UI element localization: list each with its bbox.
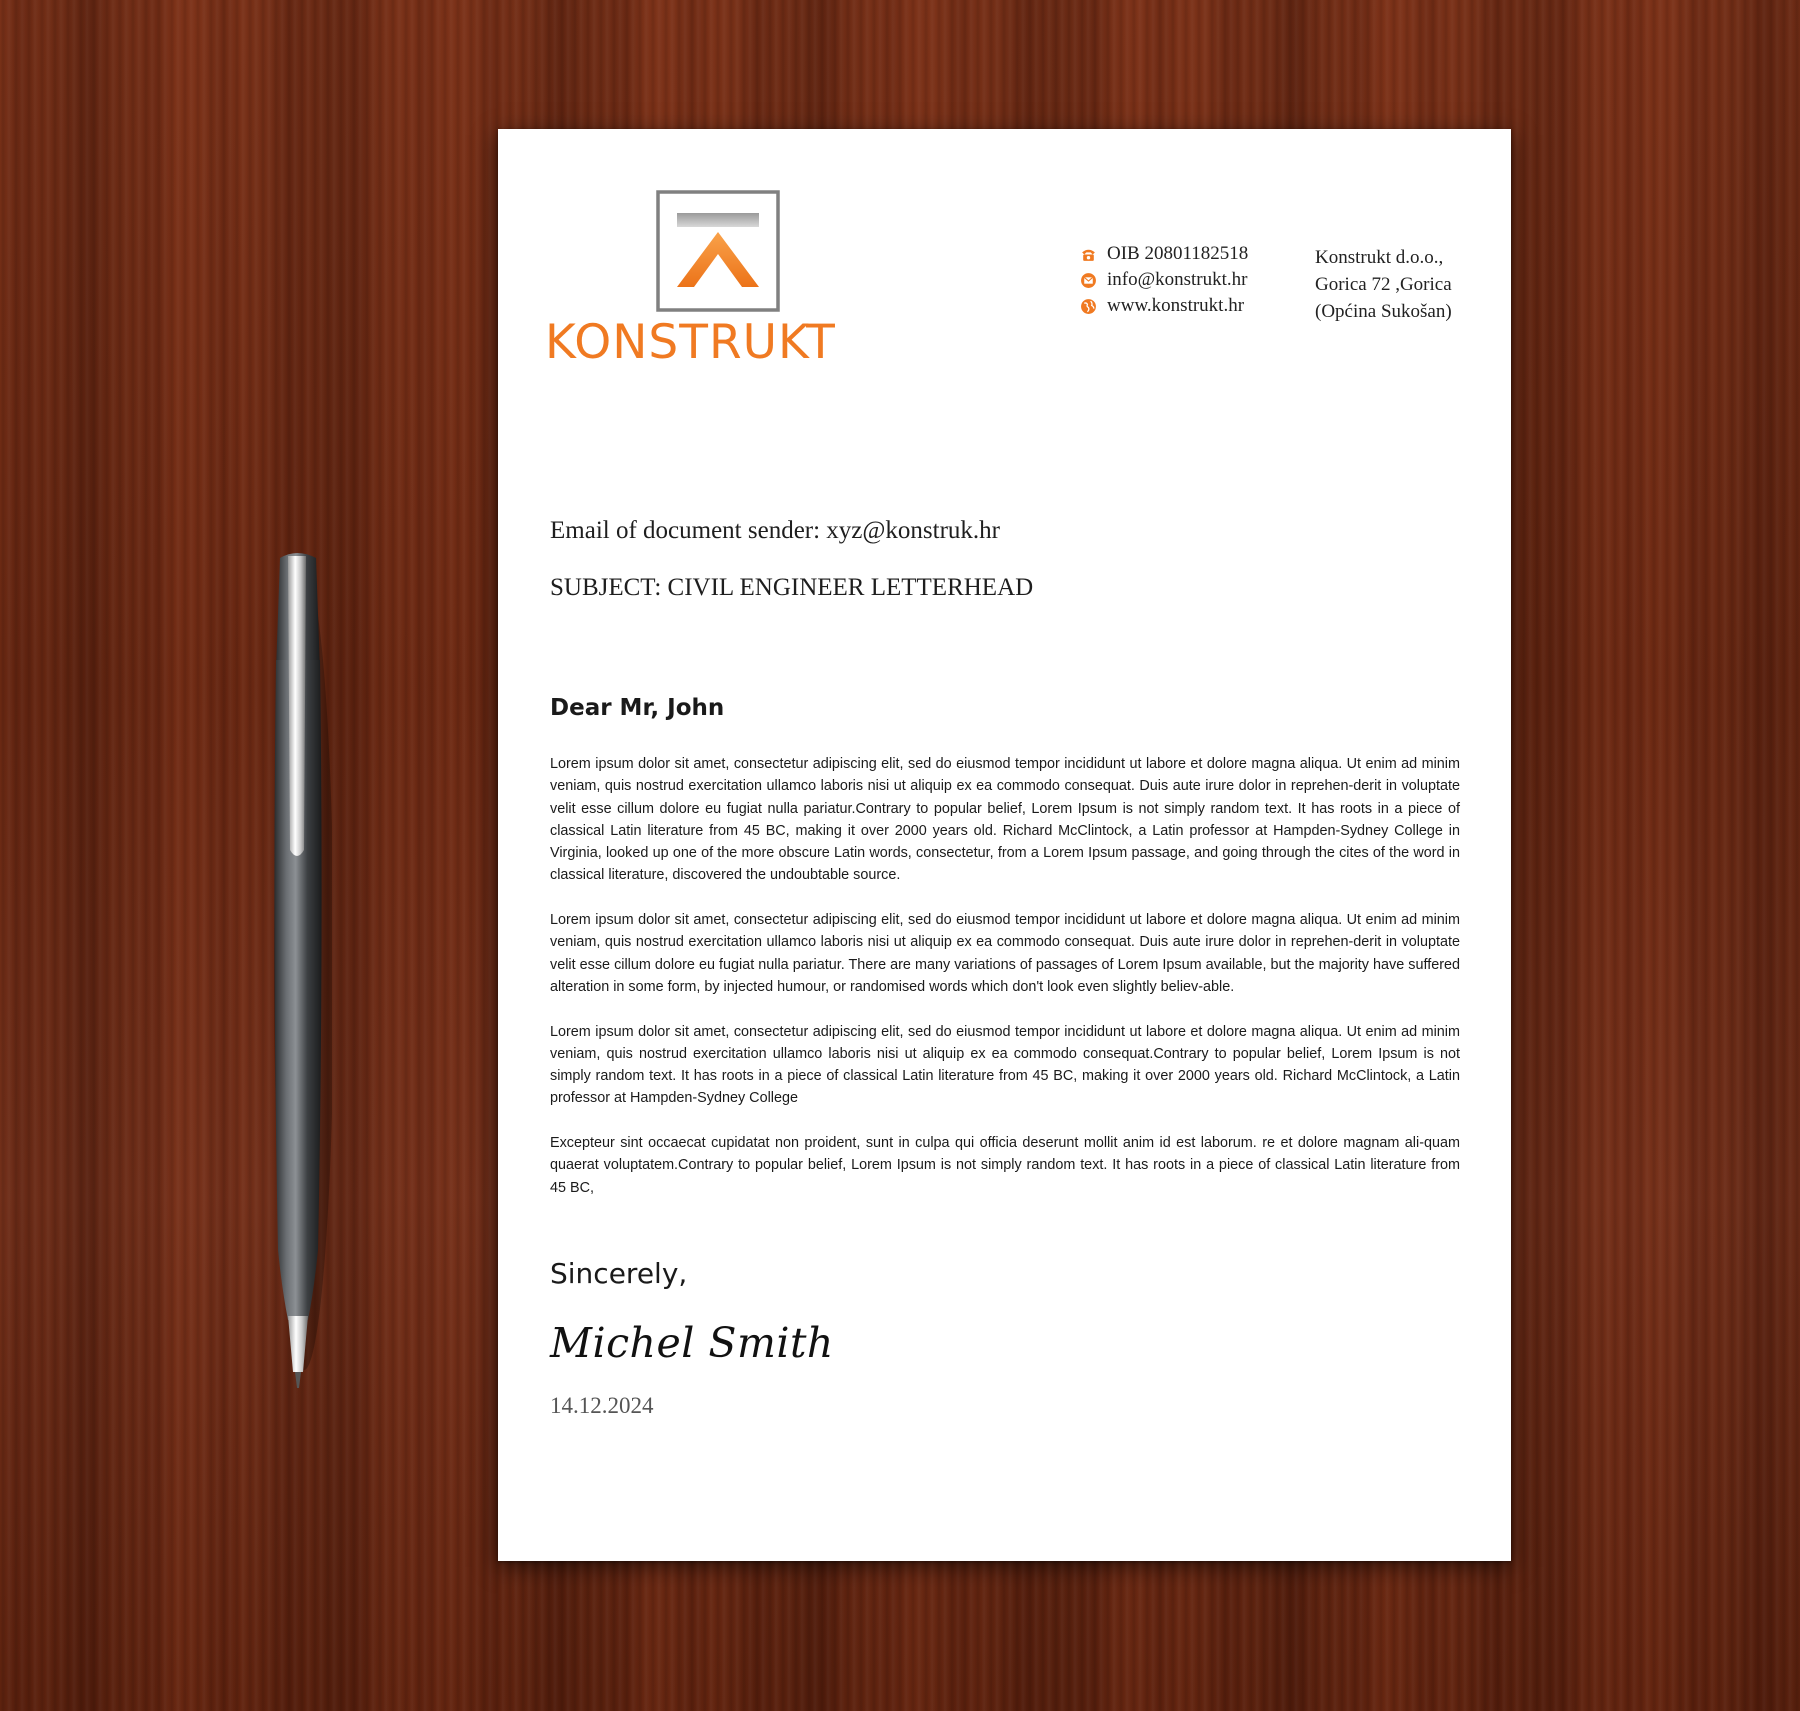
letterhead-paper	[498, 129, 1511, 1561]
letter-body	[550, 753, 1460, 1221]
body-paragraph: Lorem ipsum dolor sit amet, consectetur adipiscing elit, sed do eiusmod tempor incididunt ut labore et dolore magna aliqua. Ut enim ad minim veniam, quis nostrud exercitation ullamco laboris nisi ut aliquip ex ea commodo consequat. Duis aute irure dolor in reprehen-derit in voluptate velit esse cillum dolore eu fugiat nulla pariatur. There are many variations of passages of Lorem Ipsum available, but the majority have suffered alteration in some form, by injected humour, or randomised words which don't look even slightly believ-able.	[550, 912, 1460, 995]
konstrukt-logo-icon	[656, 190, 780, 312]
signature: Michel Smith	[550, 1319, 834, 1367]
body-paragraph: Lorem ipsum dolor sit amet, consectetur adipiscing elit, sed do eiusmod tempor incididunt ut labore et dolore magna aliqua. Ut enim ad minim veniam, quis nostrud exercitation ullamco laboris nisi ut aliquip ex ea commodo consequat.Contrary to popular belief, Lorem Ipsum is not simply random text. It has roots in a piece of classical Latin literature from 45 BC, making it over 2000 years old. Richard McClintock, a Latin professor at Hampden-Sydney College	[550, 1023, 1460, 1107]
globe-icon	[1080, 298, 1097, 315]
website-link[interactable]: www.konstrukt.hr	[1107, 295, 1245, 316]
address-line: Gorica 72 ,Gorica	[1315, 274, 1452, 295]
greeting: Dear Mr, John	[550, 695, 725, 721]
mail-icon	[1080, 272, 1097, 289]
brand-name: KONSTRUKT	[545, 315, 836, 370]
email-link[interactable]: info@konstrukt.hr	[1107, 269, 1248, 290]
contact-info	[1080, 241, 1248, 319]
contact-row-oib	[1080, 241, 1248, 267]
subject-line: SUBJECT: CIVIL ENGINEER LETTERHEAD	[550, 574, 1034, 601]
pen	[262, 550, 332, 1390]
sender-email-line: Email of document sender: xyz@konstruk.hr	[550, 517, 1000, 544]
phone-icon	[1080, 246, 1097, 263]
contact-row-web	[1080, 293, 1248, 319]
address-line: (Općina Sukošan)	[1315, 301, 1452, 322]
contact-row-email	[1080, 267, 1248, 293]
address-line: Konstrukt d.o.o.,	[1315, 247, 1444, 268]
oib-text: OIB 20801182518	[1107, 243, 1249, 264]
body-paragraph: Lorem ipsum dolor sit amet, consectetur adipiscing elit, sed do eiusmod tempor incididunt ut labore et dolore magna aliqua. Ut enim ad minim veniam, quis nostrud exercitation ullamco laboris nisi ut aliquip ex ea commodo consequat. Duis aute irure dolor in reprehen-derit in voluptate velit esse cillum dolore eu fugiat nulla pariatur.Contrary to popular belief, Lorem Ipsum is not simply random text. It has roots in a piece of classical Latin literature from 45 BC, making it over 2000 years old. Richard McClintock, a Latin professor at Hampden-Sydney College in Virginia, looked up one of the more obscure Latin words, consectetur, from a Lorem Ipsum passage, and going through the cites of the word in classical literature, discovered the undoubtable source.	[550, 756, 1460, 884]
letter-date: 14.12.2024	[550, 1393, 654, 1418]
body-paragraph: Excepteur sint occaecat cupidatat non proident, sunt in culpa qui officia deserunt mollit anim id est laborum. re et dolore magnam ali-quam quaerat voluptatem.Contrary to popular belief, Lorem Ipsum is not simply random text. It has roots in a piece of classical Latin literature from 45 BC,	[550, 1135, 1460, 1196]
closing: Sincerely,	[550, 1257, 688, 1290]
company-address	[1315, 244, 1452, 325]
